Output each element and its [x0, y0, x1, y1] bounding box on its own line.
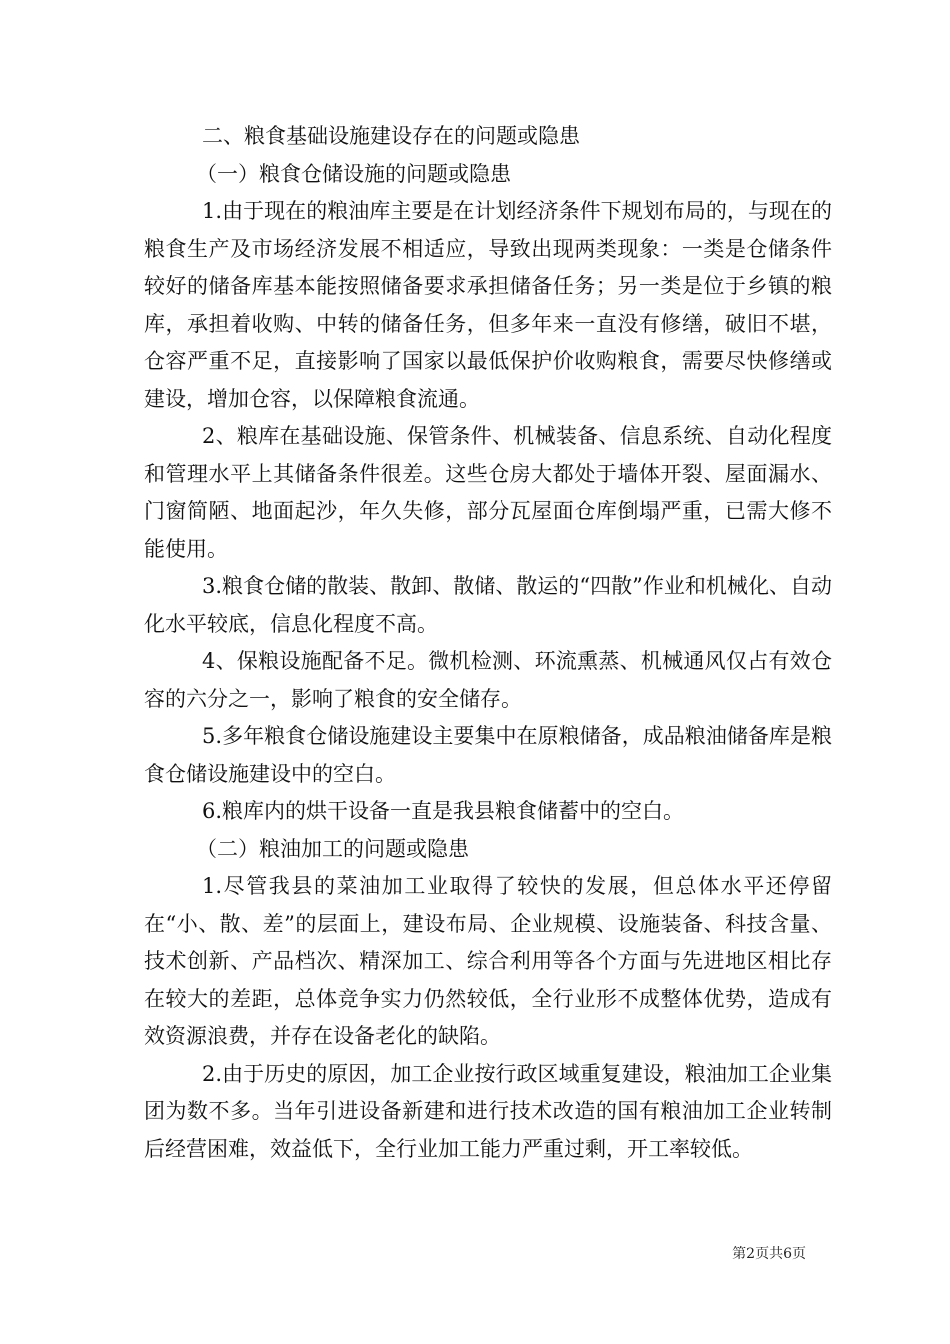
paragraph-processing-1: 1.尽管我县的菜油加工业取得了较快的发展，但总体水平还停留在“小、散、差”的层面上，建设布局、企业规模、设施装备、科技含量、技术创新、产品档次、精深加工、综合利用等各个方面与先进地区相比存在较大的差距，总体竞争实力仍然较低，全行业形不成整体优势，造成有效资源浪费，并存在设备老化的缺陷。	[144, 874, 832, 1048]
section-heading: 二、粮食基础设施建设存在的问题或隐患	[202, 124, 580, 148]
subsection-heading-storage: （一）粮食仓储设施的问题或隐患	[196, 161, 511, 186]
paragraph-storage-3: 3.粮食仓储的散装、散卸、散储、散运的“四散”作业和机械化、自动化水平较底，信息化程度不高。	[144, 574, 832, 636]
paragraph-storage-5: 5.多年粮食仓储设施建设主要集中在原粮储备，成品粮油储备库是粮食仓储设施建设中的空白。	[144, 724, 832, 786]
page-number-footer: 第2页共6页	[732, 1246, 806, 1262]
paragraph-storage-1: 1.由于现在的粮油库主要是在计划经济条件下规划布局的，与现在的粮食生产及市场经济发展不相适应，导致出现两类现象：一类是仓储条件较好的储备库基本能按照储备要求承担储备任务；另一类是位于乡镇的粮库，承担着收购、中转的储备任务，但多年来一直没有修缮，破旧不堪，仓容严重不足，直接影响了国家以最低保护价收购粮食，需要尽快修缮或建设，增加仓容，以保障粮食流通。	[144, 199, 832, 411]
paragraph-storage-4: 4、保粮设施配备不足。微机检测、环流熏蒸、机械通风仅占有效仓容的六分之一，影响了粮食的安全储存。	[144, 649, 832, 711]
paragraph-processing-2: 2.由于历史的原因，加工企业按行政区域重复建设，粮油加工企业集团为数不多。当年引进设备新建和进行技术改造的国有粮油加工企业转制后经营困难，效益低下，全行业加工能力严重过剩，开工率较低。	[144, 1061, 832, 1161]
paragraph-storage-6: 6.粮库内的烘干设备一直是我县粮食储蓄中的空白。	[202, 799, 685, 823]
paragraph-storage-2: 2、粮库在基础设施、保管条件、机械装备、信息系统、自动化程度和管理水平上其储备条件很差。这些仓房大都处于墙体开裂、屋面漏水、门窗简陋、地面起沙，年久失修，部分瓦屋面仓库倒塌严重，已需大修不能使用。	[144, 424, 832, 561]
subsection-heading-processing: （二）粮油加工的问题或隐患	[196, 836, 469, 861]
document-body	[144, 118, 832, 1168]
